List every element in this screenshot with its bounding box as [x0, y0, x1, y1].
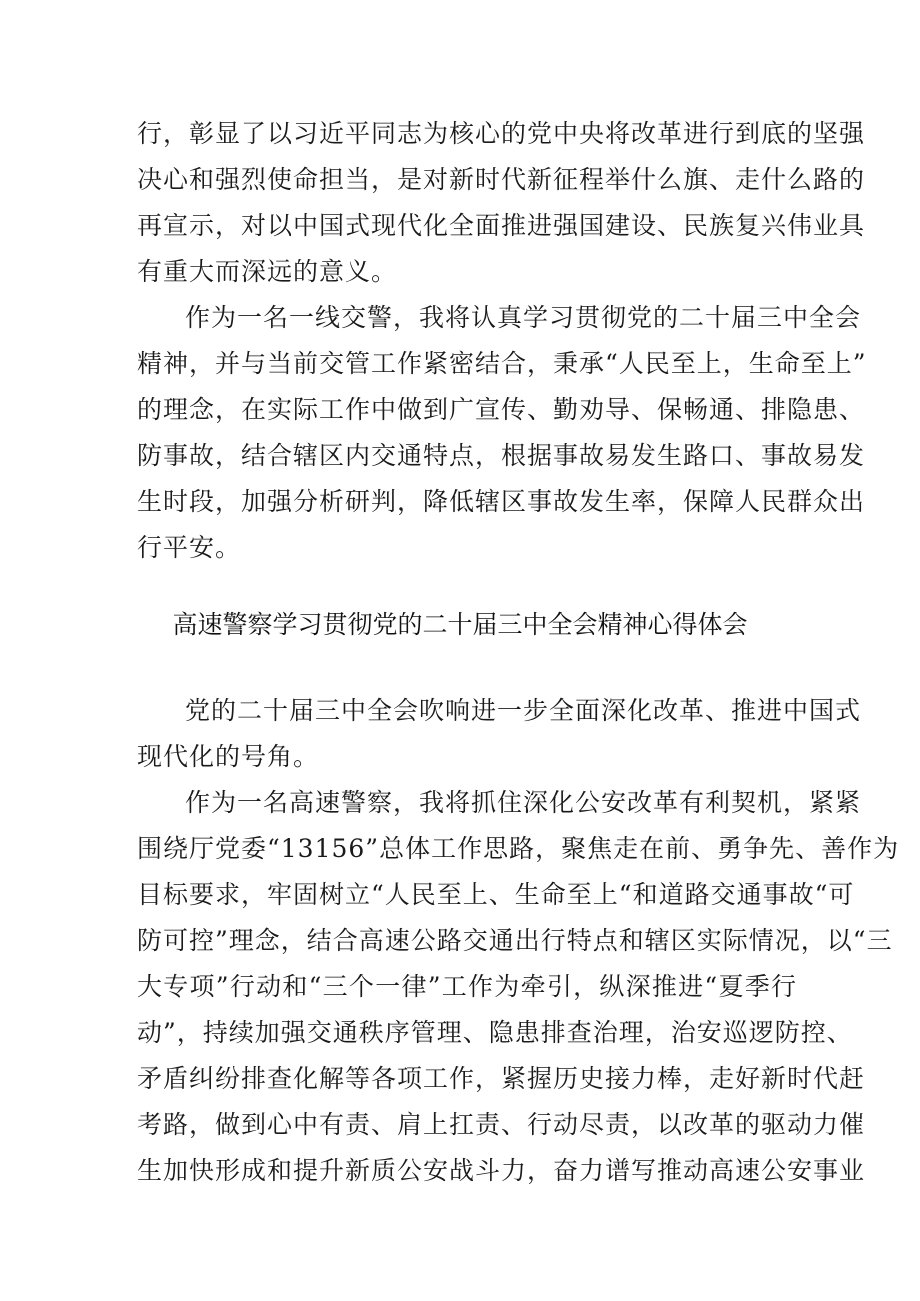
text-line: 矛盾纠纷排查化解等各项工作，紧握历史接力棒，走好新时代赶 [137, 1064, 866, 1093]
text-line: 作为一名高速警察，我将抓住深化公安改革有利契机，紧紧 [185, 788, 862, 817]
text-line: 围绕厅党委“13156”总体工作思路，聚焦走在前、勇争先、善作为 [137, 834, 900, 863]
text-line: 大专项”行动和“三个一律”工作为牵引，纵深推进“夏季行 [137, 972, 797, 1001]
text-line: 考路，做到心中有责、肩上扛责、行动尽责，以改革的驱动力催 [137, 1110, 866, 1139]
text-line: 的理念，在实际工作中做到广宣传、勤劝导、保畅通、排隐患、 [137, 395, 866, 424]
text-line: 有重大而深远的意义。 [137, 257, 398, 286]
text-line: 防可控”理念，结合高速公路交通出行特点和辖区实际情况，以“三 [137, 926, 893, 955]
text-line: 生加快形成和提升新质公安战斗力，奋力谱写推动高速公安事业 [137, 1156, 866, 1185]
text-line: 行，彰显了以习近平同志为核心的党中央将改革进行到底的坚强 [137, 119, 866, 148]
text-line: 党的二十届三中全会吹响进一步全面深化改革、推进中国式 [185, 696, 862, 725]
text-line: 现代化的号角。 [137, 742, 320, 771]
text-line: 目标要求，牢固树立“人民至上、生命至上“和道路交通事故“可 [137, 880, 855, 909]
text-line: 生时段，加强分析研判，降低辖区事故发生率，保障人民群众出 [137, 487, 866, 516]
text-line: 再宣示，对以中国式现代化全面推进强国建设、民族复兴伟业具 [137, 211, 866, 240]
text-line: 决心和强烈使命担当，是对新时代新征程举什么旗、走什么路的 [137, 165, 866, 194]
text-line: 防事故，结合辖区内交通特点，根据事故易发生路口、事故易发 [137, 441, 866, 470]
section-title: 高速警察学习贯彻党的二十届三中全会精神心得体会 [172, 610, 748, 639]
text-line: 行平安。 [137, 533, 242, 562]
text-line: 作为一名一线交警，我将认真学习贯彻党的二十届三中全会 [185, 303, 862, 332]
text-line: 动”，持续加强交通秩序管理、隐患排查治理，治安巡逻防控、 [137, 1018, 853, 1047]
text-line: 精神，并与当前交管工作紧密结合，秉承“人民至上，生命至上” [137, 349, 867, 378]
